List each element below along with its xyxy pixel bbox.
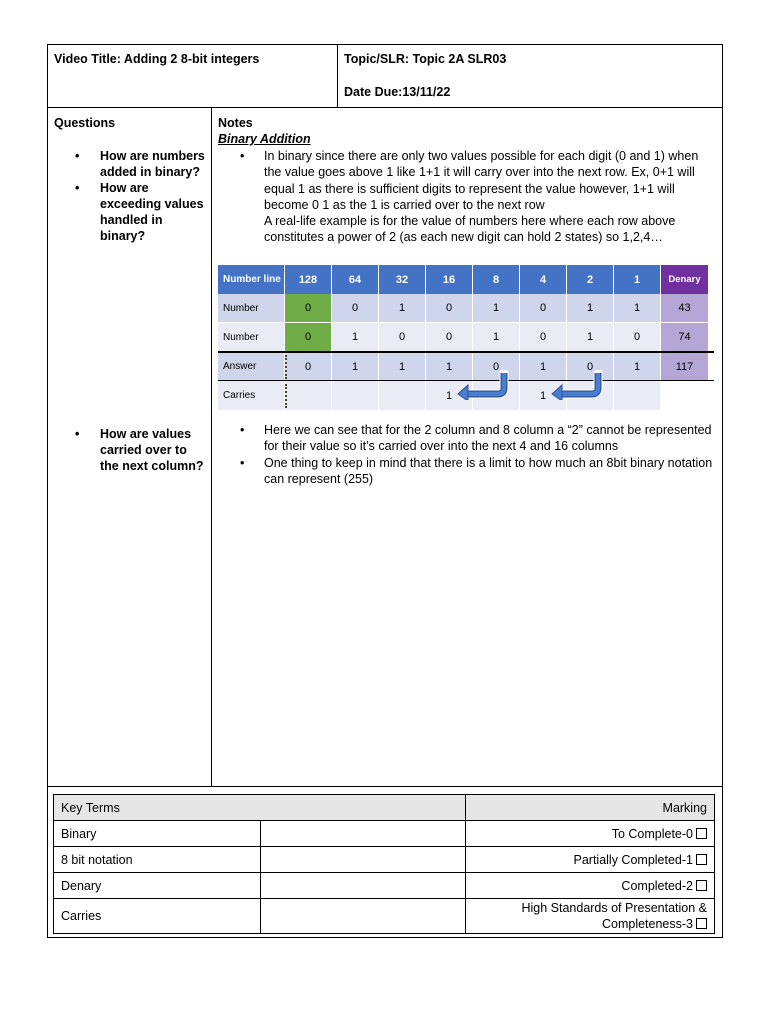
note-bullet: • One thing to keep in mind that there is a limit to how much an 8bit binary notation can represent (255) bbox=[218, 455, 718, 488]
table-row bbox=[54, 899, 715, 934]
bit-cell: 1 bbox=[614, 294, 661, 323]
key-term: Binary bbox=[54, 821, 261, 847]
marking-option bbox=[466, 873, 715, 899]
marking-option bbox=[466, 899, 715, 934]
video-title: Video Title: Adding 2 8-bit integers bbox=[54, 52, 260, 66]
table-row bbox=[218, 294, 714, 323]
key-terms-header-row bbox=[54, 795, 715, 821]
table-row bbox=[218, 323, 714, 352]
notes-block-1 bbox=[218, 148, 714, 246]
header-cell-denary: Denary bbox=[661, 265, 709, 294]
row-label: Answer bbox=[218, 352, 285, 381]
questions-group-1 bbox=[54, 148, 209, 244]
questions-notes-divider bbox=[211, 107, 212, 786]
header-divider bbox=[47, 107, 723, 108]
row-label: Number bbox=[218, 294, 285, 323]
header-cell: 8 bbox=[473, 265, 520, 294]
question-item: • How are numbers added in binary? bbox=[54, 148, 209, 180]
topic-slr: Topic/SLR: Topic 2A SLR03 bbox=[344, 52, 507, 66]
carry-cell: 1 bbox=[520, 381, 567, 410]
header-cell: 16 bbox=[426, 265, 473, 294]
note-bullet: • In binary since there are only two values possible for each digit (0 and 1) when the value goes above 1 like 1+1 it will carry over into the next row. Ex, 0+1 will equal 1 as there is sufficient digits to represent the value however, 1+1 will become 0 1 as the 1 is carried over to the next row bbox=[218, 148, 714, 213]
bit-cell: 0 bbox=[614, 323, 661, 352]
key-term-definition[interactable] bbox=[260, 899, 466, 934]
denary-cell: 117 bbox=[661, 352, 709, 381]
bit-cell: 1 bbox=[426, 352, 473, 381]
carry-cell bbox=[285, 381, 332, 410]
carry-cell-denary bbox=[661, 381, 709, 410]
bit-cell: 1 bbox=[332, 323, 379, 352]
date-due: Date Due:13/11/22 bbox=[344, 85, 451, 99]
note-bullet: • Here we can see that for the 2 column and 8 column a “2” cannot be represented for their value so it’s carried over into the next 4 and 16 columns bbox=[218, 422, 718, 455]
key-terms-heading: Key Terms bbox=[54, 795, 466, 821]
sum-rule-top bbox=[218, 351, 714, 353]
header-cell: 2 bbox=[567, 265, 614, 294]
marking-label: Partially Completed-1 bbox=[573, 852, 693, 867]
table-header-row bbox=[218, 265, 714, 294]
marking-label: Completeness-3 bbox=[601, 917, 693, 931]
bit-cell: 0 bbox=[285, 323, 332, 352]
header-cell: 1 bbox=[614, 265, 661, 294]
bit-cell: 0 bbox=[379, 323, 426, 352]
carry-arrow-icon bbox=[534, 370, 614, 400]
carry-cell bbox=[614, 381, 661, 410]
header-cell: 128 bbox=[285, 265, 332, 294]
bit-cell: 0 bbox=[332, 294, 379, 323]
key-term: Denary bbox=[54, 873, 261, 899]
bit-cell: 0 bbox=[520, 323, 567, 352]
bit-cell: 1 bbox=[379, 352, 426, 381]
bit-cell: 0 bbox=[567, 352, 614, 381]
marking-option bbox=[466, 821, 715, 847]
denary-cell: 74 bbox=[661, 323, 709, 352]
question-item: • How are exceeding values handled in binary? bbox=[54, 180, 209, 244]
bit-cell: 1 bbox=[614, 352, 661, 381]
key-term-definition[interactable] bbox=[260, 821, 466, 847]
checkbox-icon[interactable] bbox=[696, 880, 707, 891]
key-terms-table bbox=[53, 794, 715, 934]
marking-heading: Marking bbox=[466, 795, 715, 821]
carry-cell bbox=[332, 381, 379, 410]
bit-cell: 0 bbox=[426, 294, 473, 323]
bit-cell: 1 bbox=[379, 294, 426, 323]
row-label: Carries bbox=[218, 381, 285, 410]
bit-cell: 0 bbox=[520, 294, 567, 323]
header-column-divider bbox=[337, 44, 338, 108]
row-label: Number bbox=[218, 323, 285, 352]
key-term-definition[interactable] bbox=[260, 847, 466, 873]
bit-cell: 1 bbox=[473, 323, 520, 352]
bit-cell: 1 bbox=[567, 323, 614, 352]
bit-cell: 1 bbox=[473, 294, 520, 323]
body-footer-divider bbox=[47, 786, 723, 787]
table-row bbox=[54, 873, 715, 899]
carry-cell bbox=[379, 381, 426, 410]
bit-cell: 0 bbox=[426, 323, 473, 352]
bit-cell: 1 bbox=[332, 352, 379, 381]
notes-subheading: Binary Addition bbox=[218, 132, 311, 146]
question-item: • How are values carried over to the next column? bbox=[54, 426, 209, 474]
notes-block-2 bbox=[218, 422, 718, 487]
notes-heading: Notes bbox=[218, 116, 253, 130]
header-cell: Number line bbox=[218, 265, 285, 294]
carry-cell: 1 bbox=[426, 381, 473, 410]
header-cell: 64 bbox=[332, 265, 379, 294]
checkbox-icon[interactable] bbox=[696, 918, 707, 929]
key-term: 8 bit notation bbox=[54, 847, 261, 873]
bit-cell: 0 bbox=[473, 352, 520, 381]
key-term-definition[interactable] bbox=[260, 873, 466, 899]
carry-arrow-icon bbox=[440, 370, 520, 400]
bit-cell: 1 bbox=[567, 294, 614, 323]
marking-option bbox=[466, 847, 715, 873]
questions-heading: Questions bbox=[54, 116, 116, 130]
denary-cell: 43 bbox=[661, 294, 709, 323]
checkbox-icon[interactable] bbox=[696, 828, 707, 839]
bit-cell: 1 bbox=[520, 352, 567, 381]
questions-group-2 bbox=[54, 426, 209, 474]
table-row bbox=[54, 847, 715, 873]
note-continuation: A real-life example is for the value of numbers here where each row above constitutes a power of 2 (as each new digit can hold 2 states) so 1,2,4… bbox=[264, 214, 676, 245]
header-cell: 32 bbox=[379, 265, 426, 294]
bit-cell: 0 bbox=[285, 352, 332, 381]
bit-cell: 0 bbox=[285, 294, 332, 323]
key-term: Carries bbox=[54, 899, 261, 934]
marking-label: To Complete-0 bbox=[611, 826, 693, 841]
marking-label: High Standards of Presentation & bbox=[521, 901, 707, 915]
dotted-divider bbox=[285, 384, 287, 408]
header-cell: 4 bbox=[520, 265, 567, 294]
dotted-divider bbox=[285, 355, 287, 379]
checkbox-icon[interactable] bbox=[696, 854, 707, 865]
marking-label: Completed-2 bbox=[621, 878, 693, 893]
table-row bbox=[54, 821, 715, 847]
